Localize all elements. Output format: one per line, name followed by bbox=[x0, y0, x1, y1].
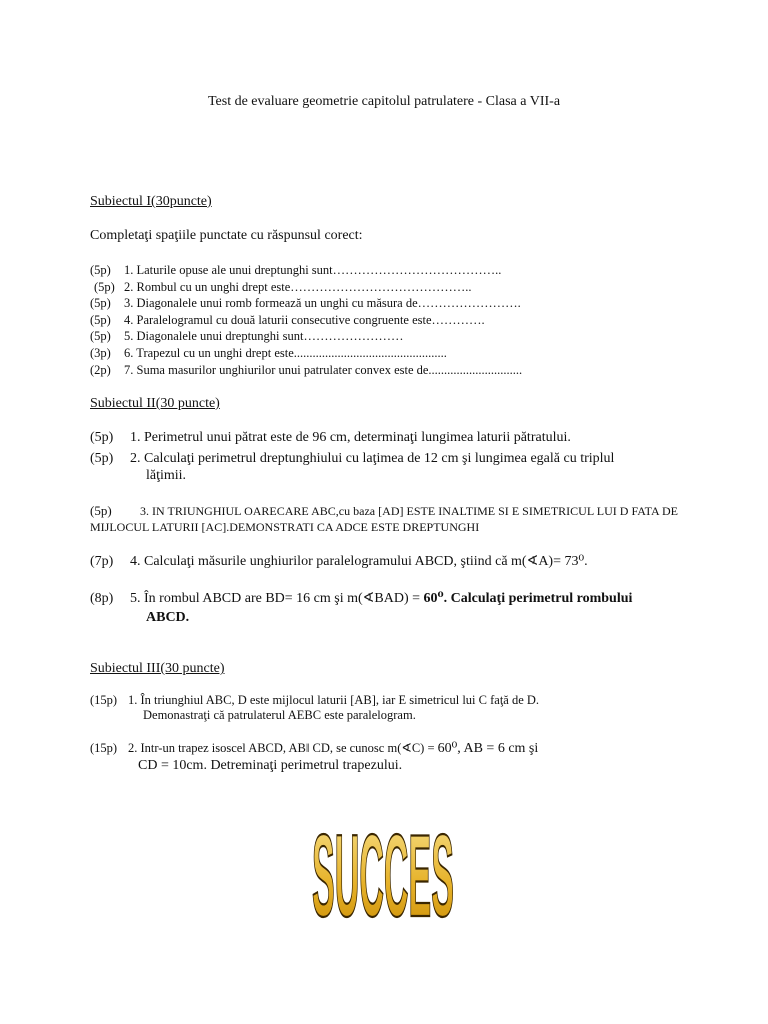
item-text: 7. Suma masurilor unghiurilor unui patrulater convex este de.............................. bbox=[124, 362, 523, 377]
points-label: (5p) bbox=[90, 503, 112, 518]
item-text-continued: CD = 10cm. Detreminaţi perimetrul trapezului. bbox=[138, 758, 403, 773]
list-item bbox=[90, 312, 522, 329]
item-text: 3. Diagonalele unui romb formează un unghi cu măsura de……………………. bbox=[124, 296, 521, 311]
item-text: 4. Paralelogramul cu două laturii consecutive congruente este…………. bbox=[124, 312, 485, 327]
points-label: (5p) bbox=[90, 263, 111, 277]
points-label: (5p) bbox=[90, 329, 111, 344]
section1-items bbox=[90, 262, 522, 378]
list-item bbox=[90, 295, 522, 312]
section3-heading: Subiectul III(30 puncte) bbox=[90, 661, 225, 676]
list-item bbox=[90, 345, 522, 362]
test-title: Test de evaluare geometrie capitolul patrulatere - Clasa a VII-a bbox=[207, 94, 561, 109]
points-label: (2p) bbox=[90, 362, 111, 377]
item-text: 1. În triunghiul ABC, D este mijlocul laturii [AB], iar E simetricul lui C faţă de D. bbox=[128, 693, 540, 707]
list-item bbox=[90, 362, 522, 379]
item-text-continued: ABCD. bbox=[146, 610, 190, 625]
item-text: 2. Calculaţi perimetrul dreptunghiului cu laţimea de 12 cm şi lungimea egală cu triplul bbox=[130, 451, 615, 466]
points-label: (15p) bbox=[90, 693, 118, 707]
item-text-continued: lăţimii. bbox=[146, 468, 187, 483]
section2-item3 bbox=[90, 503, 678, 535]
points-label: (7p) bbox=[90, 554, 114, 569]
item-text: 3. IN TRIUNGHIUL OARECARE ABC,cu baza [AD] ESTE INALTIME SI E SIMETRICUL LUI D FATA DE MIJLOCUL LATURII [AC].DEMONSTRATI CA ADCE ESTE DREPTUNGHI bbox=[90, 504, 678, 534]
section2-item1 bbox=[90, 430, 690, 446]
section2-item5 bbox=[90, 589, 690, 627]
points-label: (5p) bbox=[90, 430, 114, 445]
list-item bbox=[90, 328, 522, 345]
section1-heading: Subiectul I(30puncte) bbox=[90, 194, 212, 209]
item-text: 2. Intr-un trapez isoscel ABCD, AB‖ CD, se cunosc m(∢C) = bbox=[128, 741, 438, 755]
item-text: 2. Rombul cu un unghi drept este…………………………………….. bbox=[124, 279, 472, 294]
section1-instruction: Completaţi spaţiile punctate cu răspunsul corect: bbox=[90, 228, 363, 243]
points-label: (3p) bbox=[90, 345, 111, 360]
item-text: 5. În rombul ABCD are BD= 16 cm şi m(∢BAD) = bbox=[130, 591, 424, 606]
section2-item4 bbox=[90, 553, 690, 570]
points-label: (5p) bbox=[90, 312, 111, 327]
section3-item1 bbox=[90, 693, 690, 723]
item-text: 4. Calculaţi măsurile unghiurilor paralelogramului ABCD, ştiind că m(∢A)= 73⁰. bbox=[130, 554, 588, 569]
section2-heading: Subiectul II(30 puncte) bbox=[90, 396, 220, 411]
item-text-end: 60⁰, AB = 6 cm şi bbox=[437, 741, 539, 756]
points-label: (8p) bbox=[90, 591, 114, 606]
item-text: 5. Diagonalele unui dreptunghi sunt…………………… bbox=[124, 329, 404, 344]
points-label: (15p) bbox=[90, 741, 118, 755]
points-label: (5p) bbox=[90, 451, 114, 466]
section2-item2 bbox=[90, 450, 690, 484]
item-text: 6. Trapezul cu un unghi drept este................................................. bbox=[124, 345, 447, 360]
list-item bbox=[90, 262, 522, 279]
logo-text: SUCCES bbox=[312, 811, 454, 943]
points-label: (5p) bbox=[90, 296, 111, 311]
list-item bbox=[90, 279, 522, 296]
section3-item2 bbox=[90, 740, 690, 774]
succes-logo bbox=[308, 788, 458, 943]
points-label: (5p) bbox=[94, 279, 115, 294]
item-text-bold: 60⁰. Calculaţi perimetrul rombului bbox=[423, 591, 633, 606]
item-text: 1. Perimetrul unui pătrat este de 96 cm, determinaţi lungimea laturii pătratului. bbox=[130, 430, 571, 445]
item-text: 1. Laturile opuse ale unui dreptunghi sunt………………………………….. bbox=[124, 263, 502, 277]
item-text-continued: Demonastraţi că patrulaterul AEBC este paralelogram. bbox=[143, 708, 416, 722]
